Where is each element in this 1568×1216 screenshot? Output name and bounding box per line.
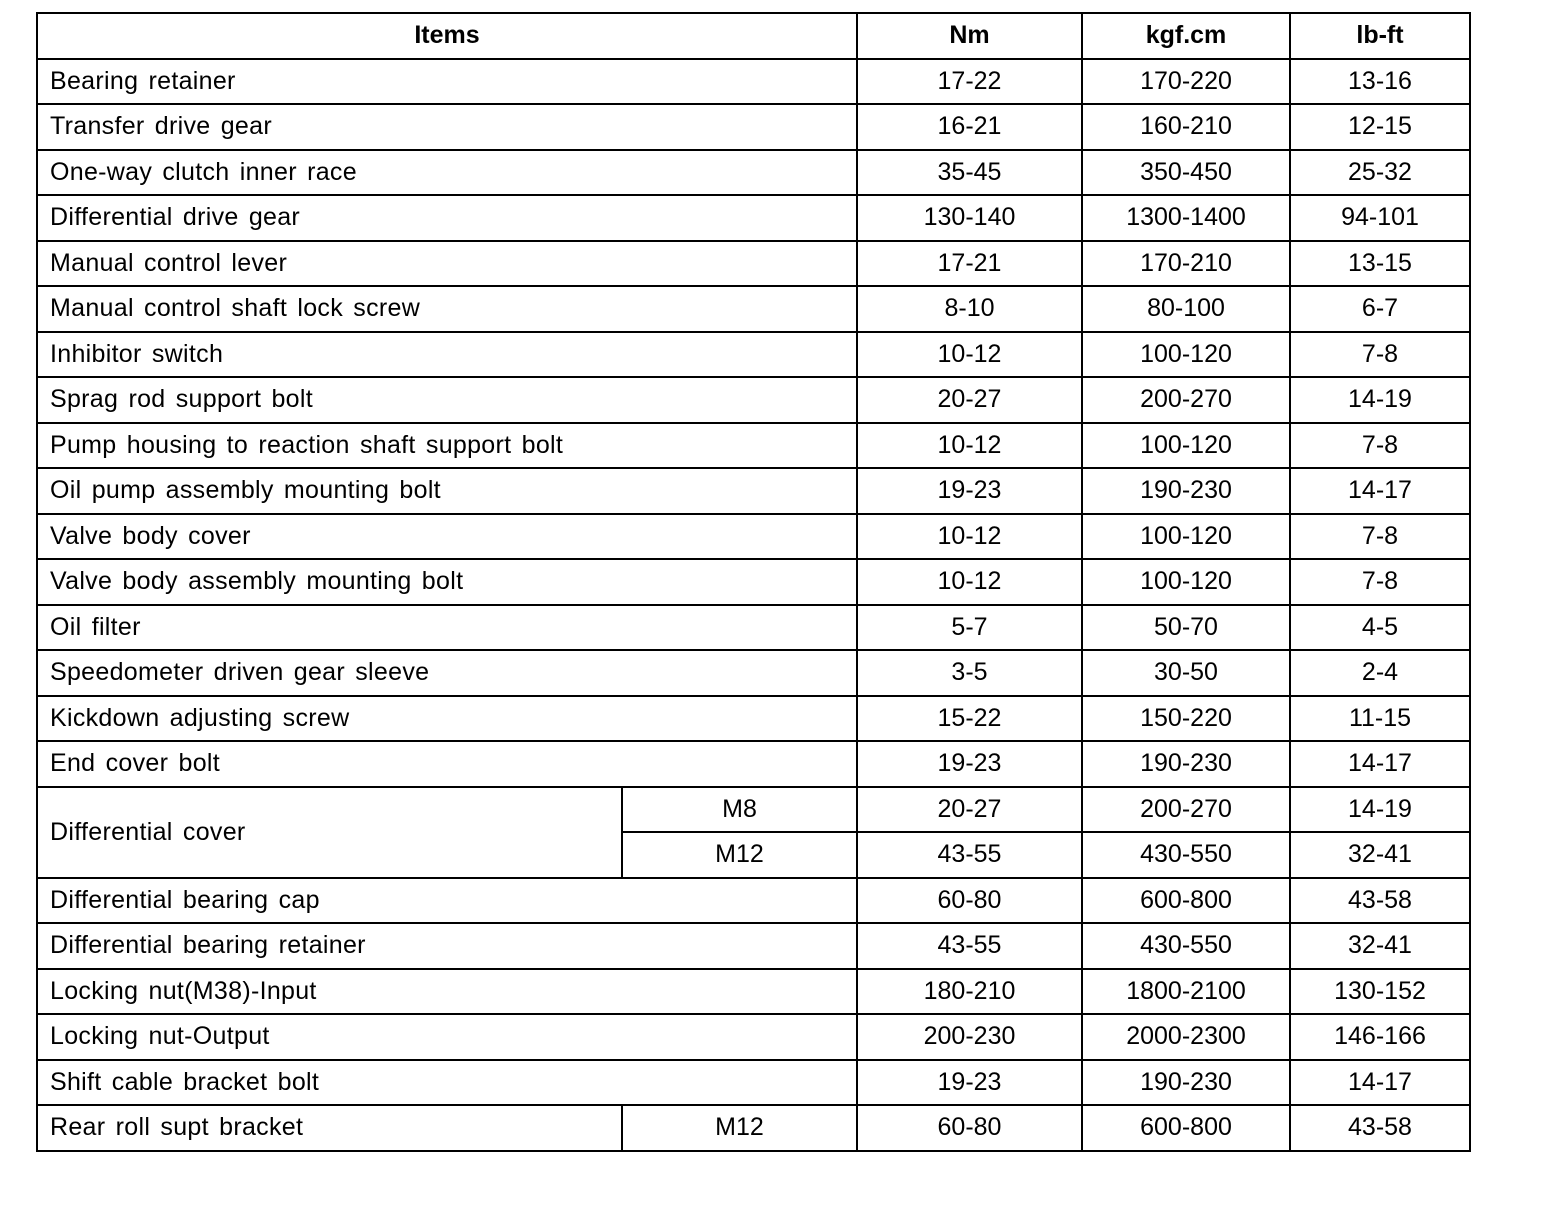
- value-lbft: 13-16: [1290, 59, 1470, 105]
- value-kgf: 170-220: [1082, 59, 1290, 105]
- value-kgf: 1300-1400: [1082, 195, 1290, 241]
- value-nm: 17-22: [857, 59, 1082, 105]
- table-row: [37, 377, 1470, 423]
- value-nm: 16-21: [857, 104, 1082, 150]
- value-nm: 20-27: [857, 787, 1082, 833]
- value-nm: 200-230: [857, 1014, 1082, 1060]
- value-lbft: 32-41: [1290, 923, 1470, 969]
- value-nm: 19-23: [857, 1060, 1082, 1106]
- item-name: Valve body cover: [37, 514, 857, 560]
- table-row: [37, 696, 1470, 742]
- value-lbft: 12-15: [1290, 104, 1470, 150]
- value-nm: 60-80: [857, 878, 1082, 924]
- value-lbft: 14-17: [1290, 1060, 1470, 1106]
- value-kgf: 190-230: [1082, 741, 1290, 787]
- value-lbft: 130-152: [1290, 969, 1470, 1015]
- value-kgf: 170-210: [1082, 241, 1290, 287]
- value-nm: 5-7: [857, 605, 1082, 651]
- value-lbft: 32-41: [1290, 832, 1470, 878]
- value-nm: 15-22: [857, 696, 1082, 742]
- value-nm: 43-55: [857, 923, 1082, 969]
- item-name: Locking nut(M38)-Input: [37, 969, 857, 1015]
- value-lbft: 25-32: [1290, 150, 1470, 196]
- bolt-size: M12: [622, 1105, 857, 1151]
- table-row: [37, 787, 1470, 833]
- value-kgf: 190-230: [1082, 1060, 1290, 1106]
- value-nm: 20-27: [857, 377, 1082, 423]
- value-lbft: 7-8: [1290, 559, 1470, 605]
- value-kgf: 600-800: [1082, 878, 1290, 924]
- header-kgf: kgf.cm: [1082, 13, 1290, 59]
- item-name: Manual control lever: [37, 241, 857, 287]
- value-lbft: 11-15: [1290, 696, 1470, 742]
- table-row: [37, 1014, 1470, 1060]
- item-name: Differential drive gear: [37, 195, 857, 241]
- table-row: [37, 468, 1470, 514]
- table-row: [37, 332, 1470, 378]
- value-lbft: 43-58: [1290, 878, 1470, 924]
- value-kgf: 100-120: [1082, 423, 1290, 469]
- table-row: [37, 423, 1470, 469]
- value-kgf: 350-450: [1082, 150, 1290, 196]
- value-lbft: 7-8: [1290, 514, 1470, 560]
- table-row: [37, 1060, 1470, 1106]
- value-lbft: 7-8: [1290, 423, 1470, 469]
- item-name: Differential bearing retainer: [37, 923, 857, 969]
- table-row: [37, 1105, 1470, 1151]
- item-name: Oil pump assembly mounting bolt: [37, 468, 857, 514]
- table-row: [37, 514, 1470, 560]
- value-kgf: 80-100: [1082, 286, 1290, 332]
- table-row: [37, 150, 1470, 196]
- value-kgf: 600-800: [1082, 1105, 1290, 1151]
- item-name: Valve body assembly mounting bolt: [37, 559, 857, 605]
- table-row: [37, 741, 1470, 787]
- item-name: Pump housing to reaction shaft support bolt: [37, 423, 857, 469]
- value-nm: 60-80: [857, 1105, 1082, 1151]
- value-kgf: 1800-2100: [1082, 969, 1290, 1015]
- value-nm: 10-12: [857, 514, 1082, 560]
- value-kgf: 150-220: [1082, 696, 1290, 742]
- value-lbft: 146-166: [1290, 1014, 1470, 1060]
- header-row: [37, 13, 1470, 59]
- item-name: Differential bearing cap: [37, 878, 857, 924]
- value-lbft: 4-5: [1290, 605, 1470, 651]
- item-name: Shift cable bracket bolt: [37, 1060, 857, 1106]
- item-name: One-way clutch inner race: [37, 150, 857, 196]
- header-items: Items: [37, 13, 857, 59]
- value-lbft: 94-101: [1290, 195, 1470, 241]
- bolt-size: M8: [622, 787, 857, 833]
- table-row: [37, 195, 1470, 241]
- item-name: Differential cover: [37, 787, 622, 878]
- table-row: [37, 605, 1470, 651]
- table-row: [37, 59, 1470, 105]
- table-row: [37, 969, 1470, 1015]
- value-kgf: 100-120: [1082, 332, 1290, 378]
- value-nm: 43-55: [857, 832, 1082, 878]
- value-kgf: 100-120: [1082, 559, 1290, 605]
- value-kgf: 430-550: [1082, 832, 1290, 878]
- value-lbft: 14-19: [1290, 787, 1470, 833]
- header-lbft: lb-ft: [1290, 13, 1470, 59]
- value-nm: 35-45: [857, 150, 1082, 196]
- value-nm: 180-210: [857, 969, 1082, 1015]
- value-kgf: 30-50: [1082, 650, 1290, 696]
- value-lbft: 43-58: [1290, 1105, 1470, 1151]
- value-lbft: 14-17: [1290, 468, 1470, 514]
- value-nm: 19-23: [857, 468, 1082, 514]
- value-lbft: 14-19: [1290, 377, 1470, 423]
- value-lbft: 7-8: [1290, 332, 1470, 378]
- value-nm: 10-12: [857, 559, 1082, 605]
- item-name: Oil filter: [37, 605, 857, 651]
- item-name: Transfer drive gear: [37, 104, 857, 150]
- value-kgf: 200-270: [1082, 377, 1290, 423]
- value-nm: 19-23: [857, 741, 1082, 787]
- item-name: Inhibitor switch: [37, 332, 857, 378]
- table-row: [37, 878, 1470, 924]
- table-row: [37, 241, 1470, 287]
- item-name: Kickdown adjusting screw: [37, 696, 857, 742]
- table-row: [37, 559, 1470, 605]
- value-nm: 10-12: [857, 332, 1082, 378]
- item-name: Locking nut-Output: [37, 1014, 857, 1060]
- value-nm: 10-12: [857, 423, 1082, 469]
- value-lbft: 2-4: [1290, 650, 1470, 696]
- value-nm: 17-21: [857, 241, 1082, 287]
- value-kgf: 100-120: [1082, 514, 1290, 560]
- item-name: Speedometer driven gear sleeve: [37, 650, 857, 696]
- item-name: Manual control shaft lock screw: [37, 286, 857, 332]
- table-row: [37, 923, 1470, 969]
- bolt-size: M12: [622, 832, 857, 878]
- value-nm: 130-140: [857, 195, 1082, 241]
- value-kgf: 190-230: [1082, 468, 1290, 514]
- value-nm: 8-10: [857, 286, 1082, 332]
- value-kgf: 2000-2300: [1082, 1014, 1290, 1060]
- value-lbft: 6-7: [1290, 286, 1470, 332]
- torque-spec-table: [36, 12, 1471, 1152]
- value-kgf: 430-550: [1082, 923, 1290, 969]
- header-nm: Nm: [857, 13, 1082, 59]
- item-name: Bearing retainer: [37, 59, 857, 105]
- value-lbft: 14-17: [1290, 741, 1470, 787]
- value-lbft: 13-15: [1290, 241, 1470, 287]
- table-row: [37, 650, 1470, 696]
- item-name: Sprag rod support bolt: [37, 377, 857, 423]
- table-row: [37, 104, 1470, 150]
- value-kgf: 160-210: [1082, 104, 1290, 150]
- value-nm: 3-5: [857, 650, 1082, 696]
- value-kgf: 50-70: [1082, 605, 1290, 651]
- item-name: End cover bolt: [37, 741, 857, 787]
- value-kgf: 200-270: [1082, 787, 1290, 833]
- table-row: [37, 286, 1470, 332]
- item-name: Rear roll supt bracket: [37, 1105, 622, 1151]
